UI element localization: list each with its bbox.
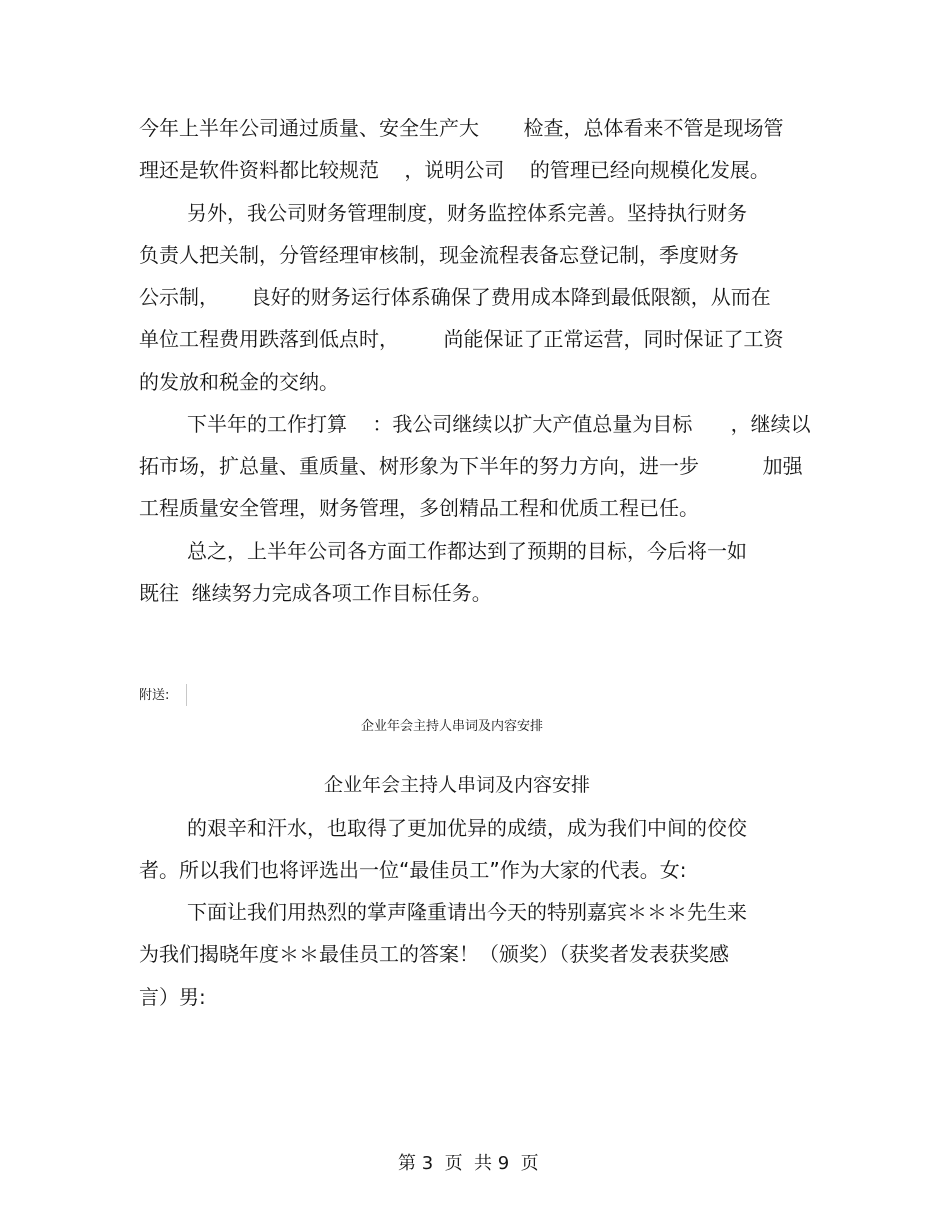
body-text-line: 既往 继续努力完成各项工作目标任务。	[139, 581, 492, 605]
appendix-text-line: 为我们揭晓年度＊＊最佳员工的答案！（颁奖）（获奖者发表获奖感	[139, 942, 729, 966]
body-text-line: 的发放和税金的交纳。	[139, 370, 339, 394]
body-text-line: 单位工程费用跌落到低点时， 尚能保证了正常运营，同时保证了工资	[139, 327, 784, 351]
appendix-small-title: 企业年会主持人串词及内容安排	[361, 719, 544, 734]
body-text-line: 总之，上半年公司各方面工作都达到了预期的目标，今后将一如	[187, 539, 747, 563]
body-text-line: 理还是软件资料都比较规范 ，说明公司 的管理已经向规模化发展。	[139, 158, 770, 182]
appendix-label: 附送:	[139, 688, 170, 703]
appendix-title: 企业年会主持人串词及内容安排	[324, 774, 591, 796]
body-text-line: 另外，我公司财务管理制度，财务监控体系完善。坚持执行财务	[187, 201, 747, 225]
page-footer: 第 3 页 共 9 页	[398, 1153, 539, 1174]
appendix-divider	[186, 684, 187, 706]
body-text-line: 公示制， 良好的财务运行体系确保了费用成本降到最低限额，从而在	[139, 285, 771, 309]
appendix-text-line: 的艰辛和汗水，也取得了更加优异的成绩，成为我们中间的佼佼	[187, 816, 747, 840]
body-text-line: 下半年的工作打算 ：我公司继续以扩大产值总量为目标 ，继续以	[187, 412, 811, 436]
body-text-line: 负责人把关制，分管经理审核制，现金流程表备忘登记制，季度财务	[139, 243, 739, 267]
body-text-line: 拓市场，扩总量、重质量、树形象为下半年的努力方向，进一步 加强	[139, 454, 803, 478]
appendix-text-line: 下面让我们用热烈的掌声隆重请出今天的特别嘉宾＊＊＊先生来	[187, 900, 747, 924]
appendix-text-line: 者。所以我们也将评选出一位“最佳员工”作为大家的代表。女:	[139, 858, 687, 882]
appendix-text-line: 言）男:	[139, 985, 206, 1009]
body-text-line: 工程质量安全管理，财务管理，多创精品工程和优质工程已任。	[139, 496, 699, 520]
body-text-line: 今年上半年公司通过质量、安全生产大 检查，总体看来不管是现场管	[139, 116, 784, 140]
